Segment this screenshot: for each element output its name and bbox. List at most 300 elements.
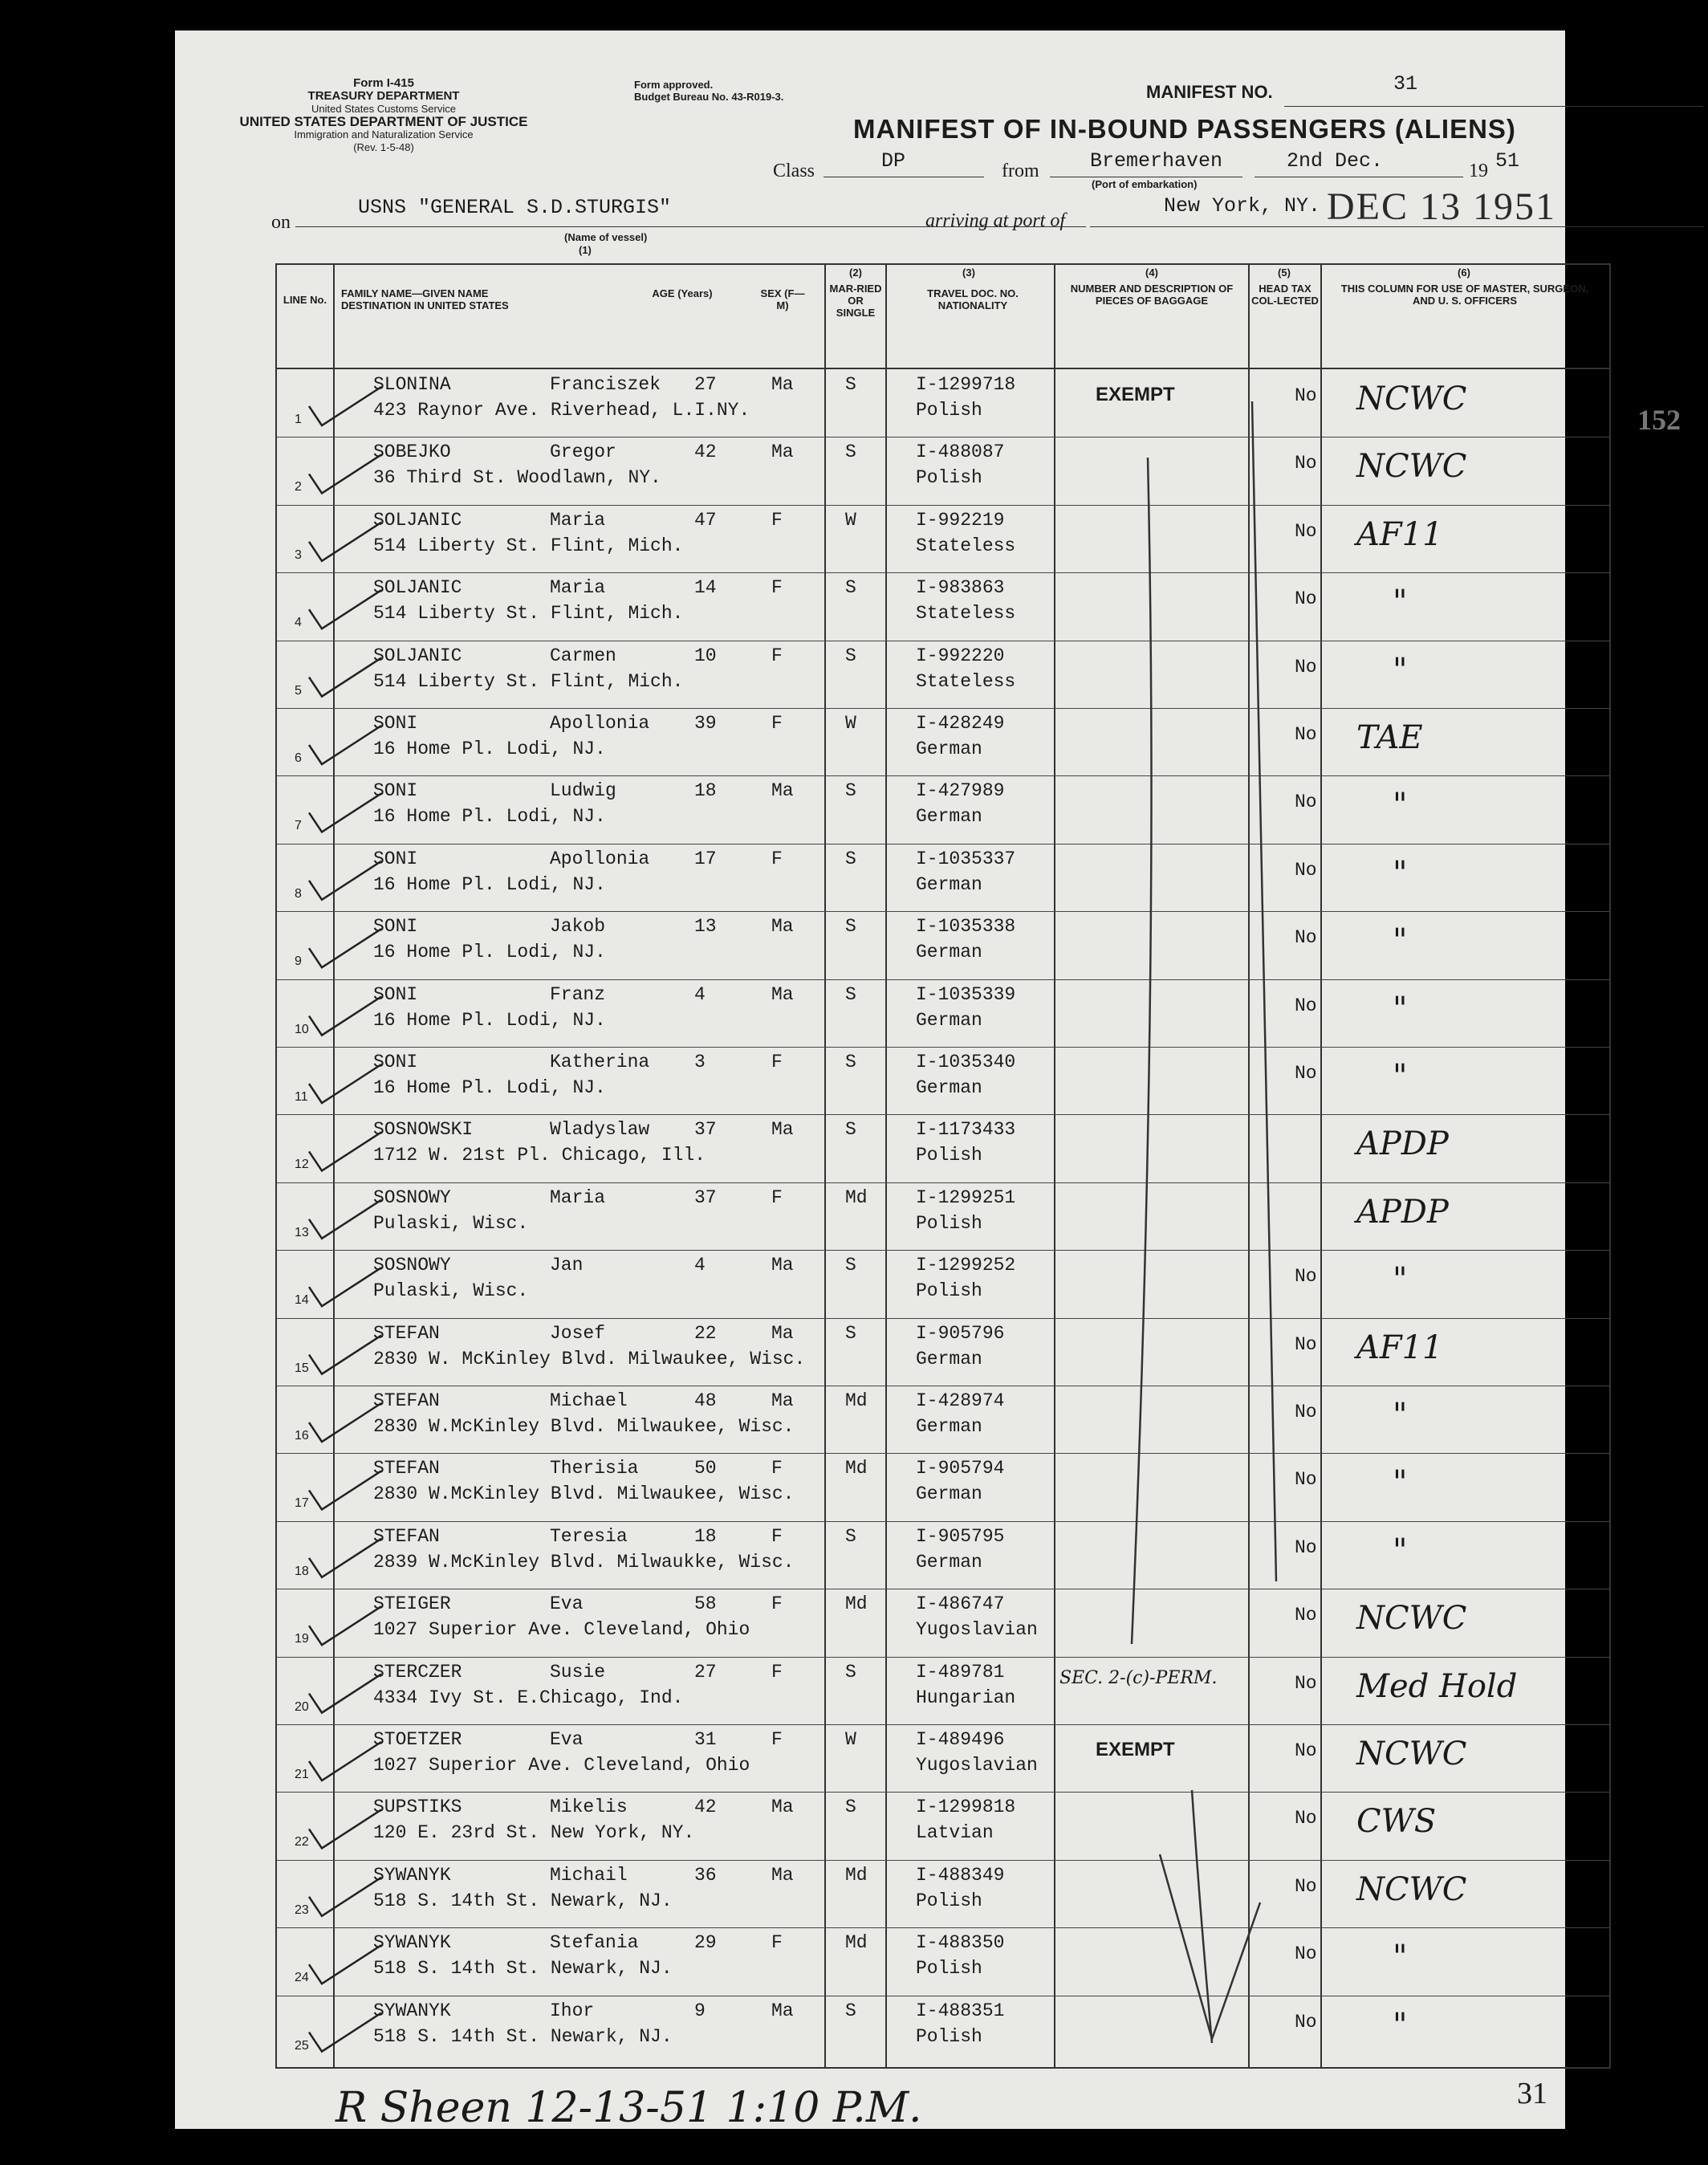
row-line-number: 8	[295, 886, 302, 901]
row-family-name: STEFAN	[373, 1525, 440, 1547]
date-value: 2nd Dec.	[1287, 149, 1384, 173]
manifest-page	[175, 31, 1681, 2132]
row-marital-status: Md	[845, 1932, 868, 1954]
row-destination: 1027 Superior Ave. Cleveland, Ohio	[373, 1619, 750, 1641]
row-travel-doc: I-488350	[916, 1932, 1005, 1954]
vessel-note: (Name of vessel)	[564, 231, 648, 243]
row-nationality: German	[916, 1077, 982, 1098]
check-mark	[309, 1742, 381, 1780]
row-nationality: German	[916, 1483, 982, 1505]
row-travel-doc: I-1299252	[916, 1255, 1016, 1276]
row-head-tax: No	[1295, 453, 1317, 474]
row-head-tax: No	[1295, 995, 1317, 1016]
row-head-tax: No	[1295, 588, 1317, 610]
row-travel-doc: I-1299251	[916, 1186, 1016, 1208]
row-head-tax: No	[1295, 2011, 1317, 2033]
row-travel-doc: I-1173433	[916, 1119, 1016, 1141]
vessel-value: USNS "GENERAL S.D.STURGIS"	[358, 196, 672, 219]
row-marital-status: S	[845, 577, 856, 599]
row-destination: Pulaski, Wisc.	[373, 1212, 529, 1234]
row-nationality: German	[916, 806, 982, 828]
row-line-number: 20	[295, 1699, 309, 1714]
row-destination: 518 S. 14th St. Newark, NJ.	[373, 1890, 673, 1911]
row-given-name: Gregor	[550, 442, 616, 463]
from-label: from	[1002, 161, 1039, 181]
row-age: 48	[694, 1390, 717, 1411]
row-nationality: Latvian	[916, 1822, 994, 1844]
row-marital-status: S	[845, 442, 856, 463]
row-destination: 2830 W.McKinley Blvd. Milwaukee, Wisc.	[373, 1483, 795, 1505]
row-officer-remark: "	[1393, 1939, 1408, 1976]
row-given-name: Teresia	[550, 1525, 628, 1547]
row-nationality: German	[916, 1416, 982, 1437]
row-sex: F	[771, 1525, 783, 1547]
row-family-name: SOBEJKO	[373, 442, 451, 463]
row-family-name: SONI	[373, 848, 418, 869]
row-line-number: 23	[295, 1903, 309, 1917]
check-mark	[309, 1809, 381, 1848]
row-age: 27	[694, 1661, 717, 1683]
row-marital-status: Md	[845, 1458, 868, 1479]
row-sex: Ma	[771, 1864, 794, 1886]
row-given-name: Michael	[550, 1390, 628, 1411]
row-family-name: SOSNOWY	[373, 1255, 451, 1276]
row-officer-remark: APDP	[1356, 1193, 1449, 1231]
check-mark	[309, 590, 381, 629]
row-destination: 518 S. 14th St. Newark, NJ.	[373, 1958, 673, 1980]
row-family-name: SYWANYK	[373, 1932, 451, 1954]
row-line-number: 22	[295, 1835, 309, 1850]
row-destination: 1027 Superior Ave. Cleveland, Ohio	[373, 1755, 750, 1776]
row-officer-remark: AF11	[1356, 515, 1443, 553]
row-given-name: Apollonia	[550, 848, 650, 869]
row-marital-status: S	[845, 374, 856, 395]
row-head-tax: No	[1295, 1672, 1317, 1694]
row-destination: 120 E. 23rd St. New York, NY.	[373, 1822, 695, 1844]
row-travel-doc: I-428249	[916, 713, 1005, 734]
row-family-name: STEFAN	[373, 1390, 440, 1411]
row-destination: 2830 W. McKinley Blvd. Milwaukee, Wisc.	[373, 1348, 806, 1369]
row-officer-remark: NCWC	[1356, 1736, 1467, 1772]
manifest-title: MANIFEST OF IN-BOUND PASSENGERS (ALIENS)	[853, 114, 1516, 144]
check-mark	[309, 1675, 381, 1713]
stamp-count: 152	[1637, 404, 1681, 436]
check-mark	[309, 997, 381, 1036]
row-given-name: Jan	[550, 1255, 584, 1276]
row-officer-remark: "	[1393, 1058, 1408, 1095]
row-head-tax: No	[1295, 1333, 1317, 1355]
row-travel-doc: I-488087	[916, 442, 1005, 463]
row-marital-status: W	[845, 509, 856, 531]
row-destination: 16 Home Pl. Lodi, NJ.	[373, 806, 606, 828]
row-given-name: Apollonia	[550, 713, 650, 734]
row-travel-doc: I-1035337	[916, 848, 1016, 869]
row-line-number: 24	[295, 1971, 309, 1985]
row-marital-status: S	[845, 2000, 856, 2021]
row-officer-remark: "	[1393, 651, 1408, 689]
check-mark	[309, 1606, 381, 1645]
row-sex: Ma	[771, 1255, 794, 1276]
manifest-no-value: 31	[1393, 72, 1418, 96]
row-age: 39	[694, 713, 717, 734]
row-sex: Ma	[771, 1390, 794, 1411]
row-nationality: Polish	[916, 1890, 982, 1911]
row-line-number: 16	[295, 1429, 309, 1443]
check-mark	[309, 1268, 381, 1306]
ins-service: Immigration and Naturalization Service	[294, 128, 474, 140]
row-given-name: Michail	[550, 1864, 628, 1886]
row-family-name: STERCZER	[373, 1661, 462, 1683]
row-head-tax: No	[1295, 1808, 1317, 1829]
row-travel-doc: I-1035339	[916, 983, 1016, 1005]
row-destination: 514 Liberty St. Flint, Mich.	[373, 535, 684, 556]
row-line-number: 21	[295, 1768, 309, 1781]
row-head-tax: No	[1295, 385, 1317, 406]
row-family-name: SONI	[373, 916, 418, 938]
vessel-note-num: (1)	[579, 244, 592, 256]
justice-dept: UNITED STATES DEPARTMENT OF JUSTICE	[239, 114, 528, 129]
row-family-name: STEFAN	[373, 1322, 440, 1344]
row-age: 37	[694, 1119, 717, 1141]
manifest-no-line	[1284, 82, 1703, 107]
row-age: 47	[694, 509, 717, 531]
arriving-label: arriving at port of	[925, 210, 1066, 231]
check-mark	[309, 1132, 381, 1170]
form-number: Form I-415	[353, 76, 414, 90]
row-sex: Ma	[771, 916, 794, 938]
row-marital-status: W	[845, 713, 856, 734]
row-sex: Ma	[771, 1322, 794, 1344]
from-value: Bremerhaven	[1090, 149, 1223, 173]
row-marital-status: S	[845, 983, 856, 1005]
row-age: 13	[694, 916, 717, 938]
row-head-tax: No	[1295, 1402, 1317, 1422]
row-line-number: 25	[295, 2038, 309, 2053]
row-age: 37	[694, 1186, 717, 1208]
row-head-tax: No	[1295, 1063, 1317, 1084]
row-marital-status: S	[845, 1052, 856, 1072]
row-line-number: 1	[295, 413, 302, 426]
row-family-name: SONI	[373, 713, 418, 734]
check-mark	[309, 861, 381, 900]
check-mark	[309, 1539, 381, 1577]
row-officer-remark: "	[1393, 584, 1408, 621]
row-given-name: Josef	[550, 1322, 606, 1344]
row-age: 36	[694, 1864, 717, 1886]
row-officer-remark: NCWC	[1356, 381, 1467, 417]
row-line-number: 10	[295, 1022, 309, 1036]
approval-block	[634, 79, 783, 103]
row-baggage: SEC. 2-(c)-PERM.	[1059, 1667, 1218, 1688]
row-travel-doc: I-427989	[916, 780, 1005, 802]
embark-note: (Port of embarkation)	[1092, 178, 1198, 190]
check-mark	[309, 1471, 381, 1509]
row-head-tax: No	[1295, 1943, 1317, 1965]
row-baggage: EXEMPT	[1096, 384, 1175, 405]
row-age: 42	[694, 442, 717, 463]
row-travel-doc: I-992219	[916, 509, 1005, 531]
col-married: MAR-RIED OR SINGLE	[829, 283, 882, 319]
row-age: 18	[694, 1525, 717, 1547]
row-nationality: Polish	[916, 1958, 982, 1980]
row-line-number: 15	[295, 1361, 309, 1375]
row-baggage: EXEMPT	[1096, 1739, 1175, 1760]
row-marital-status: S	[845, 1525, 856, 1547]
row-officer-remark: AF11	[1356, 1329, 1443, 1366]
col-sex: SEX (F—M)	[760, 287, 805, 311]
row-family-name: SOSNOWY	[373, 1186, 451, 1208]
row-destination: 514 Liberty St. Flint, Mich.	[373, 670, 684, 692]
row-travel-doc: I-905795	[916, 1525, 1005, 1547]
row-sex: Ma	[771, 442, 794, 463]
row-family-name: SONI	[373, 1052, 418, 1072]
row-family-name: SYWANYK	[373, 2000, 451, 2021]
row-family-name: SUPSTIKS	[373, 1797, 462, 1818]
row-age: 22	[694, 1322, 717, 1344]
row-given-name: Maria	[550, 509, 606, 531]
row-nationality: German	[916, 942, 982, 963]
col-age: AGE (Years)	[652, 287, 713, 299]
row-age: 50	[694, 1458, 717, 1479]
row-travel-doc: I-905794	[916, 1458, 1005, 1479]
row-age: 3	[694, 1052, 706, 1072]
row-marital-status: S	[845, 848, 856, 869]
check-mark	[309, 387, 381, 425]
row-nationality: Polish	[916, 1145, 982, 1166]
year-value: 51	[1495, 149, 1520, 173]
row-sex: F	[771, 1932, 783, 1954]
col-num-4: (4)	[1145, 267, 1158, 279]
row-nationality: Polish	[916, 2025, 982, 2047]
row-nationality: Yugoslavian	[916, 1619, 1038, 1641]
row-officer-remark: NCWC	[1356, 1600, 1467, 1638]
customs-service: United States Customs Service	[311, 103, 456, 115]
row-destination: 36 Third St. Woodlawn, NY.	[373, 467, 661, 489]
row-family-name: STEFAN	[373, 1458, 440, 1479]
row-destination: 16 Home Pl. Lodi, NJ.	[373, 1077, 606, 1098]
approval-line-2: Budget Bureau No. 43-R019-3.	[634, 91, 784, 103]
row-age: 4	[694, 1255, 706, 1276]
row-marital-status: S	[845, 1255, 856, 1276]
row-sex: F	[771, 1458, 783, 1479]
row-line-number: 18	[295, 1564, 309, 1578]
passenger-table	[275, 263, 1611, 2069]
row-sex: Ma	[771, 1119, 794, 1141]
row-given-name: Maria	[550, 1186, 606, 1208]
row-sex: F	[771, 1186, 783, 1208]
check-mark	[309, 929, 381, 967]
form-revision: (Rev. 1-5-48)	[353, 141, 414, 153]
row-nationality: Stateless	[916, 670, 1016, 692]
row-family-name: SOLJANIC	[373, 645, 462, 666]
row-given-name: Carmen	[550, 645, 616, 666]
row-marital-status: Md	[845, 1390, 868, 1411]
row-head-tax: No	[1295, 792, 1317, 813]
row-officer-remark: "	[1393, 1261, 1408, 1299]
col-num-5: (5)	[1278, 267, 1291, 279]
row-family-name: SLONINA	[373, 374, 451, 395]
row-travel-doc: I-488351	[916, 2000, 1005, 2021]
row-nationality: Hungarian	[916, 1687, 1016, 1708]
row-officer-remark: "	[1393, 2006, 1408, 2044]
row-officer-remark: Med Hold	[1356, 1667, 1518, 1705]
row-travel-doc: I-905796	[916, 1322, 1005, 1344]
check-mark	[309, 1064, 381, 1103]
row-family-name: SOLJANIC	[373, 577, 462, 599]
row-travel-doc: I-428974	[916, 1390, 1005, 1411]
row-officer-remark: TAE	[1356, 719, 1423, 756]
col-officers: THIS COLUMN FOR USE OF MASTER, SURGEON, AND U. S. OFFICERS	[1340, 283, 1589, 307]
row-nationality: German	[916, 1551, 982, 1573]
page-number: 31	[1517, 2077, 1547, 2110]
check-mark	[309, 1945, 381, 1984]
row-sex: F	[771, 645, 783, 666]
approval-line-1: Form approved.	[634, 79, 714, 91]
row-destination: 16 Home Pl. Lodi, NJ.	[373, 942, 606, 963]
row-line-number: 12	[295, 1158, 309, 1172]
row-given-name: Mikelis	[550, 1797, 628, 1818]
row-destination: 4334 Ivy St. E.Chicago, Ind.	[373, 1687, 684, 1708]
col-line: LINE No.	[283, 294, 327, 306]
row-age: 29	[694, 1932, 717, 1954]
row-line-number: 14	[295, 1293, 309, 1308]
row-head-tax: No	[1295, 1536, 1317, 1558]
row-travel-doc: I-486747	[916, 1593, 1005, 1615]
agency-block	[239, 77, 528, 154]
row-given-name: Eva	[550, 1729, 584, 1750]
row-family-name: STEIGER	[373, 1593, 451, 1615]
row-head-tax: No	[1295, 1469, 1317, 1491]
row-destination: 2830 W.McKinley Blvd. Milwaukee, Wisc.	[373, 1416, 795, 1437]
class-label: Class	[773, 161, 815, 181]
row-line-number: 3	[295, 547, 302, 562]
class-value: DP	[881, 149, 906, 173]
row-age: 17	[694, 848, 717, 869]
row-line-number: 7	[295, 819, 302, 833]
row-travel-doc: I-1035340	[916, 1052, 1016, 1072]
row-family-name: STOETZER	[373, 1729, 462, 1750]
row-age: 42	[694, 1797, 717, 1818]
row-marital-status: S	[845, 1797, 856, 1818]
row-age: 31	[694, 1729, 717, 1750]
row-head-tax: No	[1295, 1875, 1317, 1897]
row-marital-status: S	[845, 1661, 856, 1683]
row-sex: Ma	[771, 374, 794, 395]
col-headtax: HEAD TAX COL-LECTED	[1251, 283, 1319, 307]
row-officer-remark: "	[1393, 1464, 1408, 1502]
row-line-number: 17	[295, 1496, 309, 1511]
row-line-number: 4	[295, 616, 302, 630]
check-mark	[309, 1878, 381, 1916]
on-label: on	[271, 212, 291, 233]
row-marital-status: S	[845, 1322, 856, 1344]
row-given-name: Ihor	[550, 2000, 595, 2021]
col-num-6: (6)	[1458, 267, 1470, 279]
row-travel-doc: I-488349	[916, 1864, 1005, 1886]
inspector-signature: R Sheen 12-13-51 1:10 P.M.	[336, 2084, 922, 2132]
row-marital-status: S	[845, 916, 856, 938]
row-family-name: SOLJANIC	[373, 509, 462, 531]
row-destination: 16 Home Pl. Lodi, NJ.	[373, 873, 606, 895]
row-head-tax: No	[1295, 1740, 1317, 1761]
row-officer-remark: "	[1393, 1532, 1408, 1569]
row-travel-doc: I-992220	[916, 645, 1005, 666]
row-sex: F	[771, 713, 783, 734]
row-age: 14	[694, 577, 717, 599]
row-line-number: 11	[295, 1090, 308, 1104]
row-nationality: Stateless	[916, 535, 1016, 556]
col-num-2: (2)	[849, 267, 862, 279]
row-nationality: Polish	[916, 1280, 982, 1302]
row-line-number: 9	[295, 954, 302, 969]
row-sex: F	[771, 1661, 783, 1683]
row-age: 58	[694, 1593, 717, 1615]
row-age: 9	[694, 2000, 706, 2021]
check-marks	[277, 265, 1609, 2067]
row-officer-remark: NCWC	[1356, 448, 1467, 486]
row-destination: 16 Home Pl. Lodi, NJ.	[373, 1009, 606, 1031]
row-travel-doc: I-489781	[916, 1661, 1005, 1683]
row-given-name: Maria	[550, 577, 606, 599]
row-given-name: Stefania	[550, 1932, 639, 1954]
row-nationality: German	[916, 1009, 982, 1031]
row-destination: 16 Home Pl. Lodi, NJ.	[373, 739, 606, 759]
row-nationality: German	[916, 1348, 982, 1369]
row-nationality: Stateless	[916, 603, 1016, 625]
row-nationality: German	[916, 873, 982, 895]
check-mark	[309, 1403, 381, 1442]
row-head-tax: No	[1295, 724, 1317, 745]
check-mark	[309, 793, 381, 832]
row-sex: F	[771, 1052, 783, 1072]
row-age: 18	[694, 780, 717, 802]
baggage-ditto-stroke	[1132, 458, 1152, 1644]
row-nationality: Polish	[916, 400, 982, 421]
row-sex: F	[771, 1729, 783, 1750]
row-sex: Ma	[771, 780, 794, 802]
col-baggage: NUMBER AND DESCRIPTION OF PIECES OF BAGGAGE	[1070, 283, 1234, 307]
row-family-name: SYWANYK	[373, 1864, 451, 1886]
row-sex: F	[771, 848, 783, 869]
row-age: 4	[694, 983, 706, 1005]
check-mark	[309, 1200, 381, 1239]
row-head-tax: No	[1295, 859, 1317, 881]
check-mark	[309, 454, 381, 493]
row-sex: Ma	[771, 2000, 794, 2021]
row-given-name: Jakob	[550, 916, 606, 938]
col-num-3: (3)	[962, 267, 975, 279]
row-given-name: Ludwig	[550, 780, 616, 802]
check-mark	[309, 2013, 381, 2052]
row-age: 10	[694, 645, 717, 666]
row-destination: 423 Raynor Ave. Riverhead, L.I.NY.	[373, 400, 750, 421]
row-officer-remark: "	[1393, 1397, 1408, 1434]
row-sex: F	[771, 1593, 783, 1615]
row-marital-status: Md	[845, 1593, 868, 1615]
row-line-number: 19	[295, 1632, 309, 1646]
col-name: FAMILY NAME—GIVEN NAME DESTINATION IN UNITED STATES	[341, 287, 509, 311]
row-head-tax: No	[1295, 1266, 1317, 1288]
row-officer-remark: "	[1393, 922, 1408, 960]
row-family-name: SOSNOWSKI	[373, 1119, 474, 1141]
row-age: 27	[694, 374, 717, 395]
row-travel-doc: I-489496	[916, 1729, 1005, 1750]
row-given-name: Franciszek	[550, 374, 661, 395]
row-travel-doc: I-1299818	[916, 1797, 1016, 1818]
row-sex: Ma	[771, 1797, 794, 1818]
row-marital-status: S	[845, 645, 856, 666]
check-mark	[309, 1336, 381, 1374]
